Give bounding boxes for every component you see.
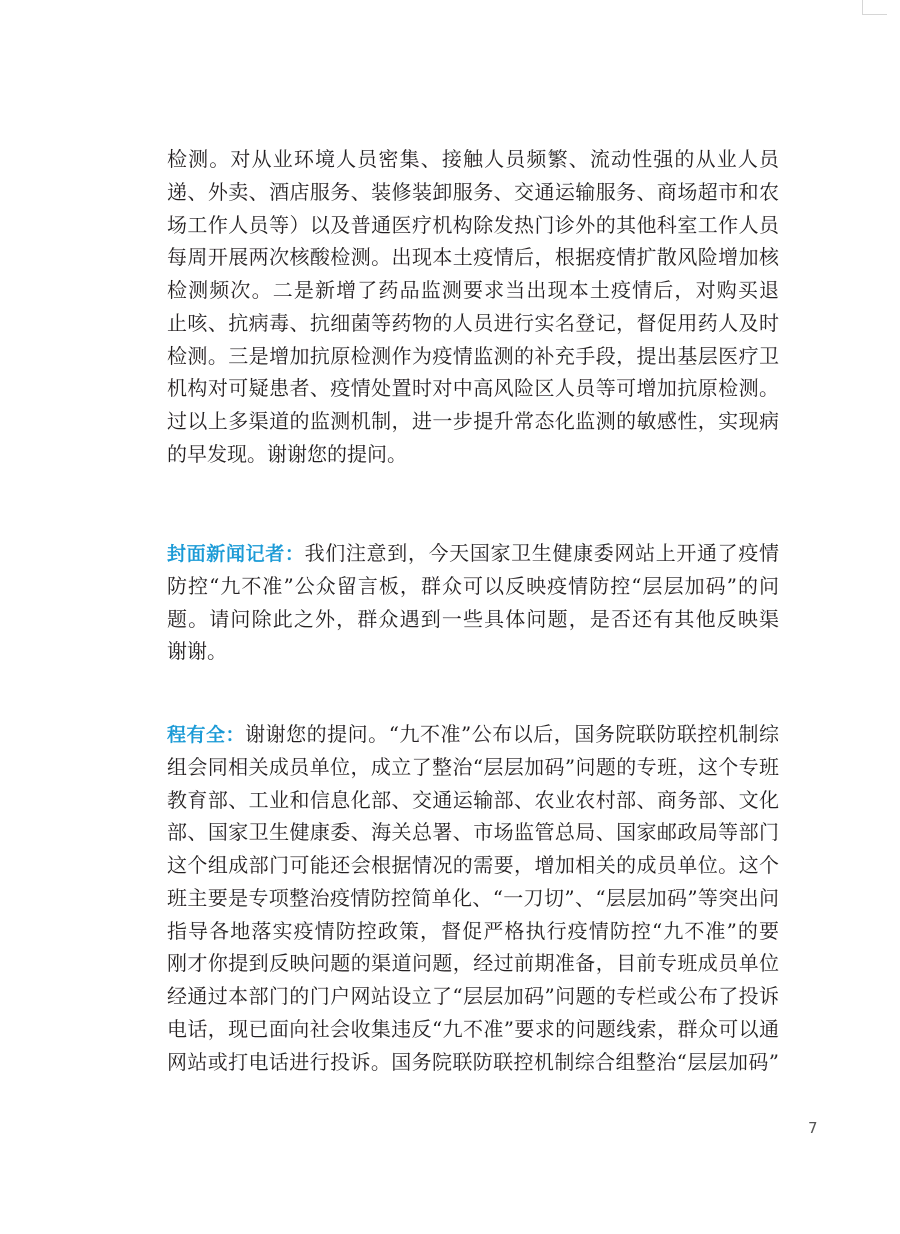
speaker-label: 程有全： [167, 724, 246, 746]
paragraph-2 [167, 537, 779, 668]
speaker-label: 封面新闻记者： [167, 543, 305, 565]
text-line: 班主要是专项整治疫情防控简单化、“一刀切”、“层层加码”等突出问 [167, 885, 779, 910]
text-line: 递、外卖、酒店服务、装修装卸服务、交通运输服务、商场超市和农 [167, 179, 779, 204]
paragraph-1 [167, 143, 779, 471]
text-line: 谢谢。 [167, 639, 227, 664]
text-line: 组会同相关成员单位，成立了整治“层层加码”问题的专班，这个专班 [167, 754, 779, 779]
text-line: 教育部、工业和信息化部、交通运输部、农业农村部、商务部、文化 [167, 787, 779, 812]
text-line: 部、国家卫生健康委、海关总署、市场监管总局、国家邮政局等部门 [167, 820, 779, 845]
text-line: 题。请问除此之外，群众遇到一些具体问题，是否还有其他反映渠 [167, 606, 779, 631]
text-line: 止咳、抗病毒、抗细菌等药物的人员进行实名登记，督促用药人及时 [167, 310, 779, 335]
text-line: 检测频次。二是新增了药品监测要求当出现本土疫情后，对购买退 [167, 278, 779, 302]
text-line: 这个组成部门可能还会根据情况的需要，增加相关的成员单位。这个 [167, 853, 779, 877]
crop-mark [862, 0, 887, 15]
text-line: 指导各地落实疫情防控政策，督促严格执行疫情防控“九不准”的要 [167, 918, 779, 943]
text-line: 经通过本部门的门户网站设立了“层层加码”问题的专栏或公布了投诉 [167, 984, 779, 1008]
text-line: 的早发现。谢谢您的提问。 [167, 441, 407, 466]
text-line: 每周开展两次核酸检测。出现本土疫情后，根据疫情扩散风险增加核 [167, 245, 779, 270]
text-segment: 我们注意到，今天国家卫生健康委网站上开通了疫情 [304, 541, 779, 565]
text-line: 网站或打电话进行投诉。国务院联防联控机制综合组整治“层层加码” [167, 1049, 779, 1074]
text-line: 过以上多渠道的监测机制，进一步提升常态化监测的敏感性，实现病 [167, 409, 779, 433]
text-segment: 谢谢您的提问。“九不准”公布以后，国务院联防联控机制综 [245, 722, 779, 746]
paragraph-3 [167, 718, 779, 1078]
text-line [167, 718, 779, 751]
page-number: 7 [808, 1119, 818, 1137]
text-line: 电话，现已面向社会收集违反“九不准”要求的问题线索，群众可以通 [167, 1016, 779, 1041]
text-line: 检测。对从业环境人员密集、接触人员频繁、流动性强的从业人员 [167, 147, 779, 171]
text-line: 刚才你提到反映问题的渠道问题，经过前期准备，目前专班成员单位 [167, 951, 779, 976]
text-line: 检测。三是增加抗原检测作为疫情监测的补充手段，提出基层医疗卫 [167, 343, 779, 368]
text-line [167, 537, 779, 570]
text-line: 机构对可疑患者、疫情处置时对中高风险区人员等可增加抗原检测。 [167, 376, 779, 401]
text-line: 防控“九不准”公众留言板，群众可以反映疫情防控“层层加码”的问 [167, 573, 779, 598]
text-line: 场工作人员等）以及普通医疗机构除发热门诊外的其他科室工作人员 [167, 212, 779, 237]
